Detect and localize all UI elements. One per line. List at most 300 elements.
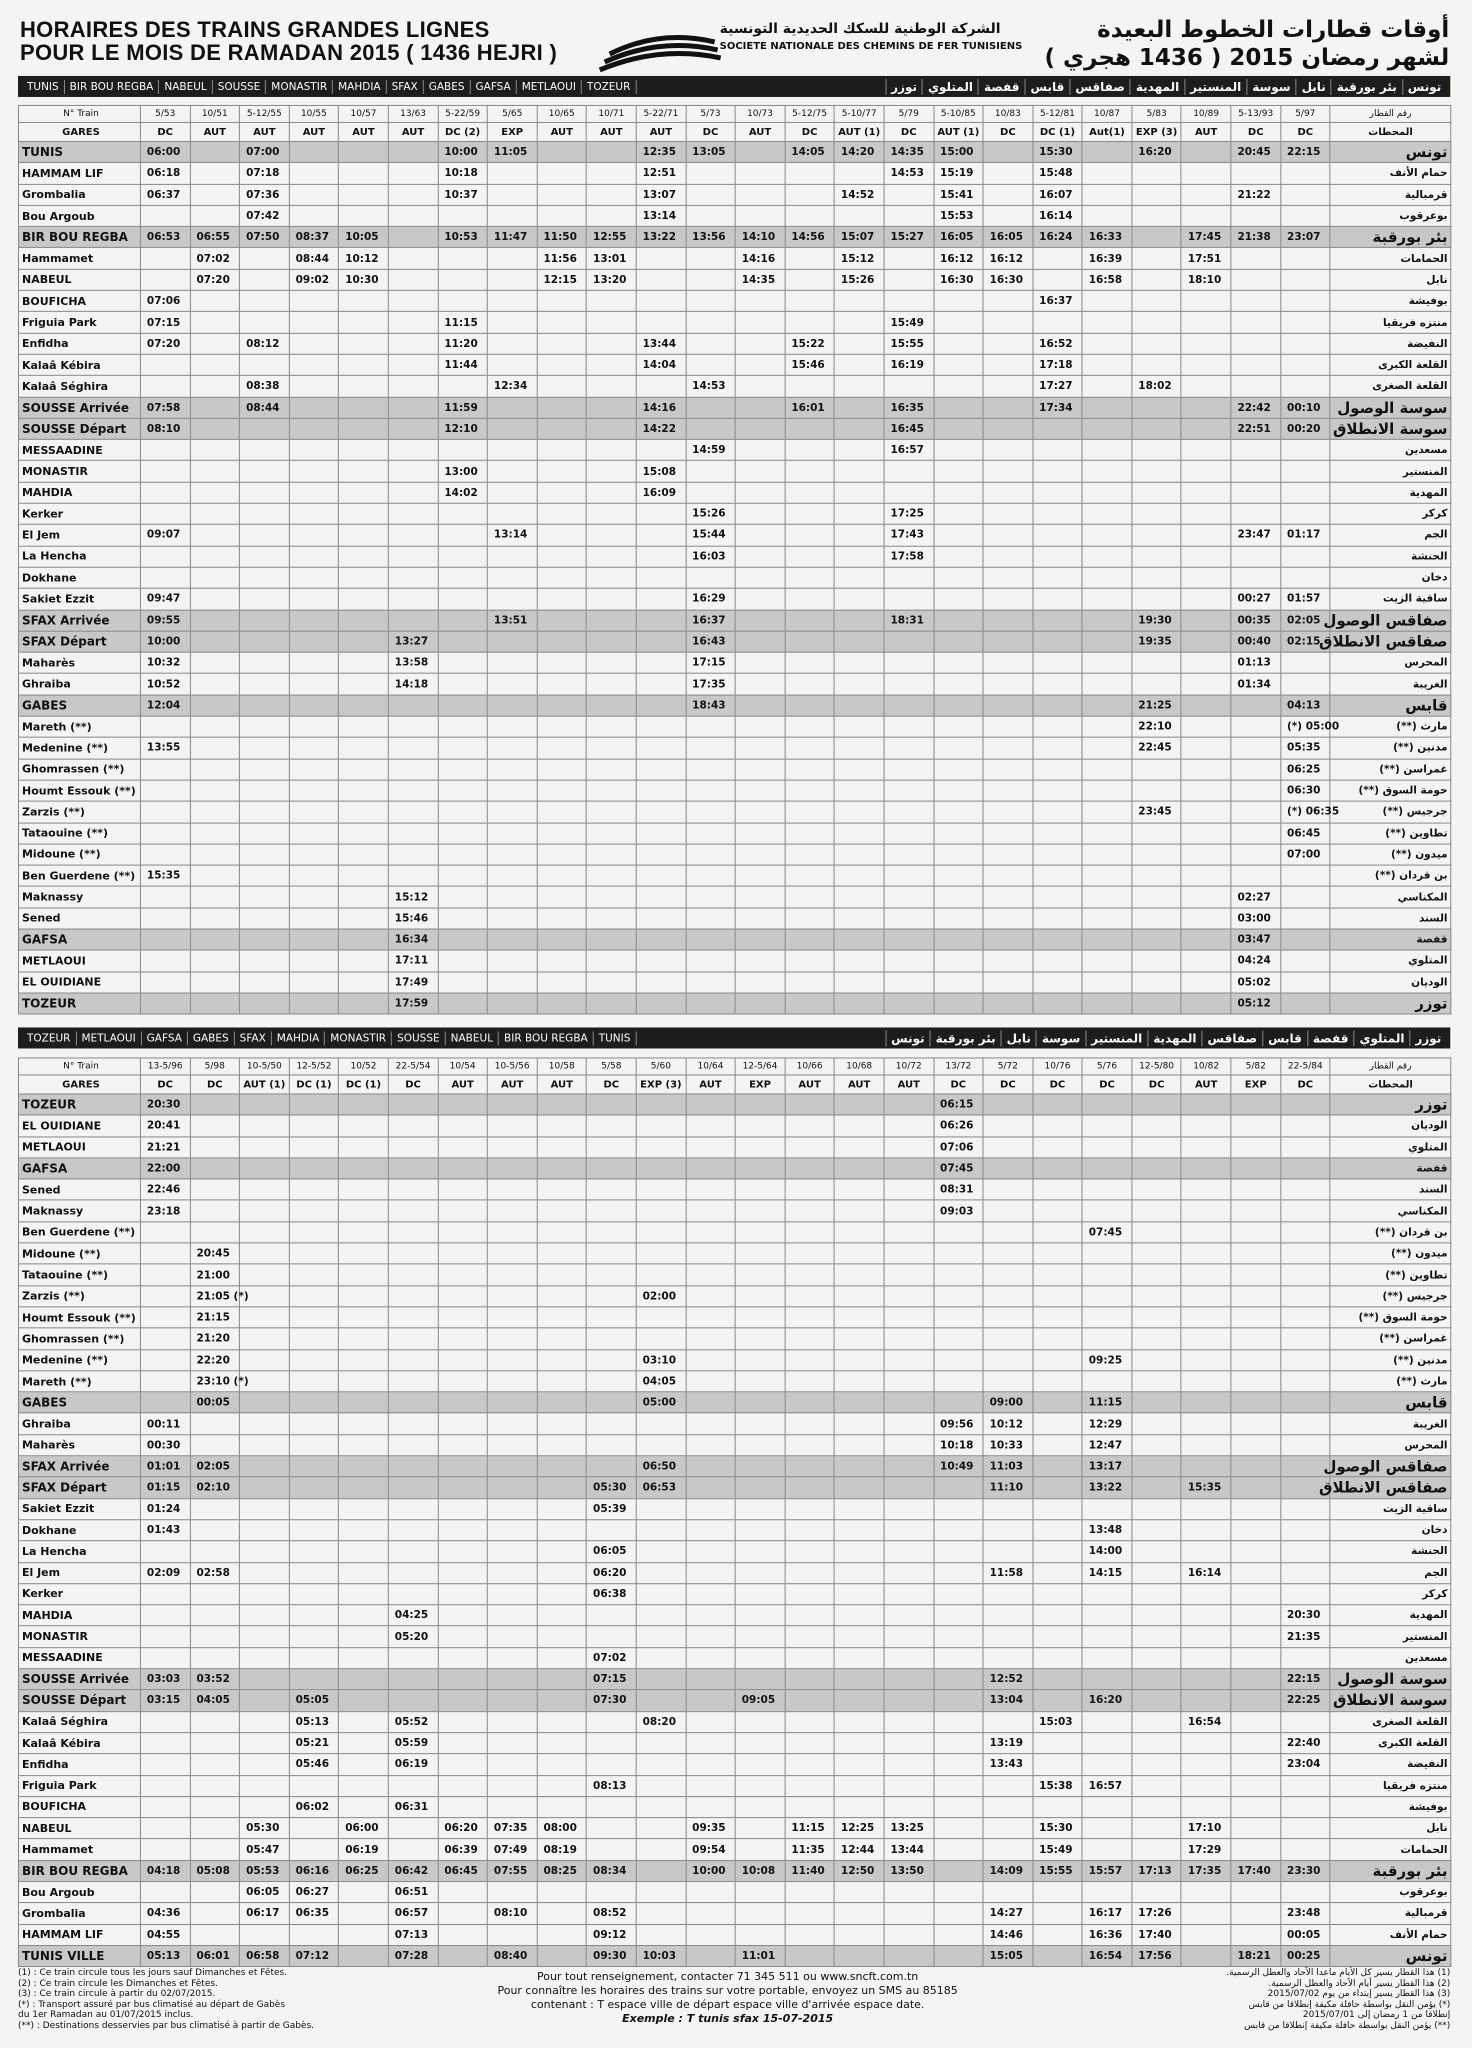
- train-number: 5/58: [587, 1058, 637, 1075]
- departure-time: [1033, 588, 1083, 609]
- station-row: [18, 1711, 1451, 1732]
- departure-time: [1281, 1796, 1331, 1817]
- departure-time: [587, 695, 637, 716]
- departure-time: [1281, 652, 1331, 673]
- departure-time: [537, 1924, 587, 1945]
- departure-time: [686, 1264, 736, 1285]
- departure-time: 10:03: [636, 1945, 686, 1966]
- route-stop-fr: TUNIS: [22, 79, 65, 93]
- departure-time: [735, 1115, 785, 1136]
- departure-time: [636, 248, 686, 269]
- departure-time: [1231, 1371, 1281, 1392]
- departure-time: [487, 1733, 537, 1754]
- departure-time: 06:19: [339, 1839, 389, 1860]
- departure-time: 13:00: [438, 461, 488, 482]
- route-stop-ar: المتلوي: [922, 78, 978, 94]
- route-stop-ar: قفصة: [1307, 1030, 1354, 1046]
- departure-time: [834, 1137, 884, 1158]
- departure-time: 16:30: [983, 269, 1033, 290]
- station-name-ar: المتلوي: [1330, 1137, 1451, 1158]
- departure-time: 17:59: [388, 993, 438, 1014]
- departure-time: [537, 312, 587, 333]
- route-stop-fr: MONASTIR: [325, 1031, 392, 1045]
- station-name: Maknassy: [18, 886, 140, 907]
- departure-time: [438, 1903, 488, 1924]
- departure-time: [834, 1413, 884, 1434]
- departure-time: [735, 737, 785, 758]
- departure-time: [140, 929, 190, 950]
- departure-time: [834, 1435, 884, 1456]
- departure-time: [884, 205, 934, 226]
- station-row: [18, 1882, 1451, 1903]
- train-number: 5/82: [1231, 1058, 1281, 1075]
- departure-time: [289, 908, 339, 929]
- departure-time: [190, 333, 240, 354]
- route-stop-fr: SFAX: [387, 79, 424, 93]
- departure-time: [983, 333, 1033, 354]
- departure-time: [934, 1562, 984, 1583]
- station-row: [18, 1669, 1451, 1690]
- departure-time: [289, 1456, 339, 1477]
- departure-time: 16:14: [1181, 1562, 1231, 1583]
- departure-time: [1082, 1733, 1132, 1754]
- departure-time: [587, 312, 637, 333]
- departure-time: [735, 482, 785, 503]
- departure-time: [1181, 801, 1231, 822]
- departure-time: [1033, 461, 1083, 482]
- departure-time: [1033, 610, 1083, 631]
- departure-time: [735, 439, 785, 460]
- departure-time: [1033, 674, 1083, 695]
- departure-time: [587, 1605, 637, 1626]
- departure-time: [1033, 1626, 1083, 1647]
- departure-time: [735, 929, 785, 950]
- route-stop-ar: سوسة: [1246, 78, 1295, 94]
- departure-time: [438, 248, 488, 269]
- train-number: 10-5/56: [487, 1058, 537, 1075]
- station-row: [18, 1392, 1451, 1413]
- departure-time: [140, 354, 190, 375]
- departure-time: [537, 482, 587, 503]
- departure-time: [735, 312, 785, 333]
- departure-time: [1231, 1690, 1281, 1711]
- departure-time: [1181, 482, 1231, 503]
- company-name-ar: الشركة الوطنية للسكك الحديدية التونسية: [719, 20, 1001, 37]
- departure-time: [587, 503, 637, 524]
- station-row: [18, 376, 1451, 397]
- departure-time: 11:10: [983, 1477, 1033, 1498]
- train-type: AUT: [834, 1075, 884, 1094]
- departure-time: [240, 482, 290, 503]
- departure-time: [1132, 908, 1182, 929]
- station-name-ar: حمام الأنف: [1330, 163, 1451, 184]
- departure-time: [537, 1328, 587, 1349]
- departure-time: [686, 1711, 736, 1732]
- station-row: [18, 1945, 1451, 1966]
- train-number: 22-5/54: [388, 1058, 438, 1075]
- departure-time: 06:02: [289, 1796, 339, 1817]
- departure-time: [190, 397, 240, 418]
- departure-time: [686, 461, 736, 482]
- departure-time: 05:47: [240, 1839, 290, 1860]
- departure-time: [834, 1733, 884, 1754]
- departure-time: [438, 1286, 488, 1307]
- departure-time: [1281, 1647, 1331, 1668]
- departure-time: [487, 163, 537, 184]
- gares-label: GARES: [18, 122, 140, 141]
- departure-time: [686, 1945, 736, 1966]
- train-type-row: [18, 1075, 1451, 1094]
- route-bar-southbound: [18, 76, 1450, 97]
- departure-time: [388, 248, 438, 269]
- departure-time: 06:31: [388, 1796, 438, 1817]
- train-number: 10/76: [1033, 1058, 1083, 1075]
- departure-time: 23:47: [1231, 525, 1281, 546]
- departure-time: 01:24: [140, 1498, 190, 1519]
- departure-time: [735, 1456, 785, 1477]
- departure-time: [587, 1371, 637, 1392]
- train-type: AUT: [636, 122, 686, 141]
- departure-time: [1132, 1179, 1182, 1200]
- departure-time: [1181, 1137, 1231, 1158]
- departure-time: [735, 801, 785, 822]
- departure-time: [1181, 1733, 1231, 1754]
- departure-time: [289, 1286, 339, 1307]
- departure-time: [1231, 1392, 1281, 1413]
- station-row: [18, 1371, 1451, 1392]
- station-name: MESSAADINE: [18, 439, 140, 460]
- train-type: AUT (1): [934, 122, 984, 141]
- departure-time: [140, 1222, 190, 1243]
- departure-time: [983, 546, 1033, 567]
- station-name-ar: القلعة الصغرى: [1330, 376, 1451, 397]
- departure-time: [834, 503, 884, 524]
- train-type: DC: [983, 122, 1033, 141]
- departure-time: [1181, 865, 1231, 886]
- train-type: DC: [388, 1075, 438, 1094]
- departure-time: [190, 376, 240, 397]
- departure-time: 06:15: [934, 1094, 984, 1115]
- departure-time: 12:10: [438, 418, 488, 439]
- station-name: Ben Guerdene (**): [18, 1222, 140, 1243]
- departure-time: [537, 1733, 587, 1754]
- departure-time: [537, 567, 587, 588]
- departure-time: [438, 1222, 488, 1243]
- departure-time: 07:36: [240, 184, 290, 205]
- departure-time: [240, 588, 290, 609]
- departure-time: [934, 865, 984, 886]
- departure-time: 08:13: [587, 1775, 637, 1796]
- departure-time: [190, 950, 240, 971]
- departure-time: 17:45: [1181, 227, 1231, 248]
- departure-time: [1231, 716, 1281, 737]
- departure-time: [1033, 1349, 1083, 1370]
- station-name-ar: ساقية الزيت: [1330, 588, 1451, 609]
- station-name: GAFSA: [18, 929, 140, 950]
- station-row: [18, 1562, 1451, 1583]
- departure-time: [240, 525, 290, 546]
- departure-time: 21:35: [1281, 1626, 1331, 1647]
- departure-time: [1281, 205, 1331, 226]
- departure-time: [388, 1541, 438, 1562]
- departure-time: [785, 929, 835, 950]
- departure-time: 11:58: [983, 1562, 1033, 1583]
- departure-time: [884, 652, 934, 673]
- departure-time: [1281, 503, 1331, 524]
- departure-time: [190, 1498, 240, 1519]
- departure-time: [240, 801, 290, 822]
- footer-note-ar: إنطلاقا من 1 رمضان إلى 2015/07/01: [1302, 2009, 1451, 2020]
- departure-time: 07:15: [587, 1669, 637, 1690]
- departure-time: 13:14: [636, 205, 686, 226]
- departure-time: [983, 674, 1033, 695]
- departure-time: 06:18: [140, 163, 190, 184]
- departure-time: [785, 290, 835, 311]
- departure-time: [438, 1775, 488, 1796]
- departure-time: 15:57: [1082, 1860, 1132, 1881]
- departure-time: [339, 695, 389, 716]
- route-stop-fr: MAHDIA: [272, 1031, 325, 1045]
- departure-time: [537, 1200, 587, 1221]
- departure-time: [388, 1477, 438, 1498]
- departure-time: [1082, 1839, 1132, 1860]
- departure-time: [1082, 1647, 1132, 1668]
- departure-time: [587, 418, 637, 439]
- station-name-ar: توزر: [1330, 993, 1451, 1014]
- station-row: [18, 461, 1451, 482]
- departure-time: [1132, 1222, 1182, 1243]
- departure-time: [686, 1435, 736, 1456]
- departure-time: [884, 1371, 934, 1392]
- departure-time: [339, 1711, 389, 1732]
- departure-time: [686, 205, 736, 226]
- departure-time: [339, 376, 389, 397]
- departure-time: [1181, 376, 1231, 397]
- departure-time: [339, 163, 389, 184]
- departure-time: [339, 205, 389, 226]
- station-name-ar: بئر بورقبة: [1330, 227, 1451, 248]
- departure-time: [834, 908, 884, 929]
- departure-time: [735, 1839, 785, 1860]
- departure-time: 07:00: [240, 141, 290, 162]
- departure-time: [537, 1498, 587, 1519]
- departure-time: [884, 1562, 934, 1583]
- departure-time: [785, 1115, 835, 1136]
- departure-time: [537, 546, 587, 567]
- company-name-fr: SOCIETE NATIONALE DES CHEMINS DE FER TUNISIENS: [719, 40, 1023, 52]
- train-type: AUT: [587, 122, 637, 141]
- departure-time: [1033, 1520, 1083, 1541]
- departure-time: [438, 1562, 488, 1583]
- departure-time: [884, 737, 934, 758]
- departure-time: [339, 354, 389, 375]
- gares-label: GARES: [18, 1075, 140, 1094]
- departure-time: [686, 1328, 736, 1349]
- departure-time: [339, 1882, 389, 1903]
- departure-time: [785, 588, 835, 609]
- departure-time: [983, 972, 1033, 993]
- departure-time: [1181, 1520, 1231, 1541]
- route-stop-ar: توزر: [1409, 1030, 1446, 1046]
- departure-time: [438, 1605, 488, 1626]
- departure-time: [537, 418, 587, 439]
- departure-time: [339, 397, 389, 418]
- departure-time: [834, 1456, 884, 1477]
- departure-time: [1033, 972, 1083, 993]
- departure-time: [487, 567, 537, 588]
- departure-time: 15:46: [388, 908, 438, 929]
- departure-time: [1033, 1179, 1083, 1200]
- departure-time: [140, 439, 190, 460]
- departure-time: [785, 1605, 835, 1626]
- station-row: [18, 227, 1451, 248]
- departure-time: [388, 376, 438, 397]
- departure-time: [388, 1520, 438, 1541]
- departure-time: [834, 844, 884, 865]
- departure-time: [1132, 1520, 1182, 1541]
- departure-time: [240, 1137, 290, 1158]
- departure-time: [884, 823, 934, 844]
- departure-time: [289, 674, 339, 695]
- departure-time: [983, 1605, 1033, 1626]
- departure-time: [983, 1328, 1033, 1349]
- departure-time: 06:38: [587, 1584, 637, 1605]
- departure-time: [686, 737, 736, 758]
- departure-time: [289, 1435, 339, 1456]
- departure-time: [240, 1115, 290, 1136]
- departure-time: [388, 1839, 438, 1860]
- departure-time: 21:15: [190, 1307, 240, 1328]
- departure-time: 23:10 (*): [190, 1371, 240, 1392]
- departure-time: [1231, 1243, 1281, 1264]
- departure-time: [785, 823, 835, 844]
- departure-time: [983, 482, 1033, 503]
- departure-time: 08:20: [636, 1711, 686, 1732]
- departure-time: [1181, 546, 1231, 567]
- departure-time: [686, 1903, 736, 1924]
- departure-time: [537, 823, 587, 844]
- departure-time: [339, 439, 389, 460]
- departure-time: [1082, 886, 1132, 907]
- departure-time: [884, 759, 934, 780]
- departure-time: [537, 1796, 587, 1817]
- departure-time: [537, 1626, 587, 1647]
- departure-time: [1231, 1179, 1281, 1200]
- departure-time: [537, 1669, 587, 1690]
- departure-time: [735, 588, 785, 609]
- departure-time: [487, 1435, 537, 1456]
- departure-time: [487, 1711, 537, 1732]
- departure-time: [438, 1733, 488, 1754]
- departure-time: 09:30: [587, 1945, 637, 1966]
- departure-time: [190, 823, 240, 844]
- departure-time: [587, 1179, 637, 1200]
- departure-time: 18:43: [686, 695, 736, 716]
- departure-time: [1033, 865, 1083, 886]
- departure-time: [190, 1222, 240, 1243]
- route-stop-fr: METLAOUI: [517, 79, 582, 93]
- departure-time: [636, 1137, 686, 1158]
- departure-time: [487, 737, 537, 758]
- departure-time: [735, 865, 785, 886]
- departure-time: 13:19: [983, 1733, 1033, 1754]
- departure-time: [934, 695, 984, 716]
- departure-time: 14:02: [438, 482, 488, 503]
- route-stop-fr: SOUSSE: [392, 1031, 446, 1045]
- departure-time: 12:52: [983, 1669, 1033, 1690]
- station-row: [18, 886, 1451, 907]
- departure-time: [1281, 1200, 1331, 1221]
- departure-time: [339, 290, 389, 311]
- departure-time: 11:15: [785, 1818, 835, 1839]
- departure-time: [438, 886, 488, 907]
- departure-time: [587, 1264, 637, 1285]
- departure-time: 06:20: [587, 1562, 637, 1583]
- departure-time: [289, 1605, 339, 1626]
- departure-time: [537, 1264, 587, 1285]
- departure-time: [834, 1286, 884, 1307]
- station-name-ar: المنستير: [1330, 1626, 1451, 1647]
- departure-time: [339, 1200, 389, 1221]
- departure-time: [785, 248, 835, 269]
- departure-time: [636, 1435, 686, 1456]
- departure-time: [1132, 993, 1182, 1014]
- station-name: GAFSA: [18, 1158, 140, 1179]
- departure-time: [1082, 695, 1132, 716]
- departure-time: [190, 1626, 240, 1647]
- departure-time: [438, 1137, 488, 1158]
- departure-time: 00:11: [140, 1413, 190, 1434]
- departure-time: 18:10: [1181, 269, 1231, 290]
- departure-time: [1281, 1520, 1331, 1541]
- departure-time: 16:39: [1082, 248, 1132, 269]
- departure-time: [834, 1179, 884, 1200]
- departure-time: [834, 631, 884, 652]
- departure-time: [834, 1626, 884, 1647]
- departure-time: [934, 546, 984, 567]
- departure-time: [1082, 1711, 1132, 1732]
- departure-time: [537, 1945, 587, 1966]
- departure-time: [934, 333, 984, 354]
- departure-time: [934, 993, 984, 1014]
- departure-time: 19:30: [1132, 610, 1182, 631]
- departure-time: 04:24: [1231, 950, 1281, 971]
- station-row: [18, 1094, 1451, 1115]
- departure-time: [735, 1413, 785, 1434]
- departure-time: [1181, 1945, 1231, 1966]
- station-name-ar: بوفيشة: [1330, 290, 1451, 311]
- departure-time: [438, 1094, 488, 1115]
- departure-time: [1181, 1328, 1231, 1349]
- departure-time: [834, 397, 884, 418]
- departure-time: [388, 780, 438, 801]
- train-number-label: N° Train: [18, 105, 140, 122]
- station-name-ar: سوسة الانطلاق: [1330, 1690, 1451, 1711]
- departure-time: 15:38: [1033, 1775, 1083, 1796]
- departure-time: [785, 631, 835, 652]
- station-name-ar: كركر: [1330, 503, 1451, 524]
- departure-time: 16:14: [1033, 205, 1083, 226]
- station-row: [18, 737, 1451, 758]
- departure-time: 16:12: [934, 248, 984, 269]
- departure-time: [1281, 1222, 1331, 1243]
- departure-time: [289, 1584, 339, 1605]
- departure-time: [487, 1137, 537, 1158]
- route-stop-ar: توزر: [885, 78, 922, 94]
- departure-time: [537, 1754, 587, 1775]
- departure-time: [388, 1179, 438, 1200]
- departure-time: 13:05: [686, 141, 736, 162]
